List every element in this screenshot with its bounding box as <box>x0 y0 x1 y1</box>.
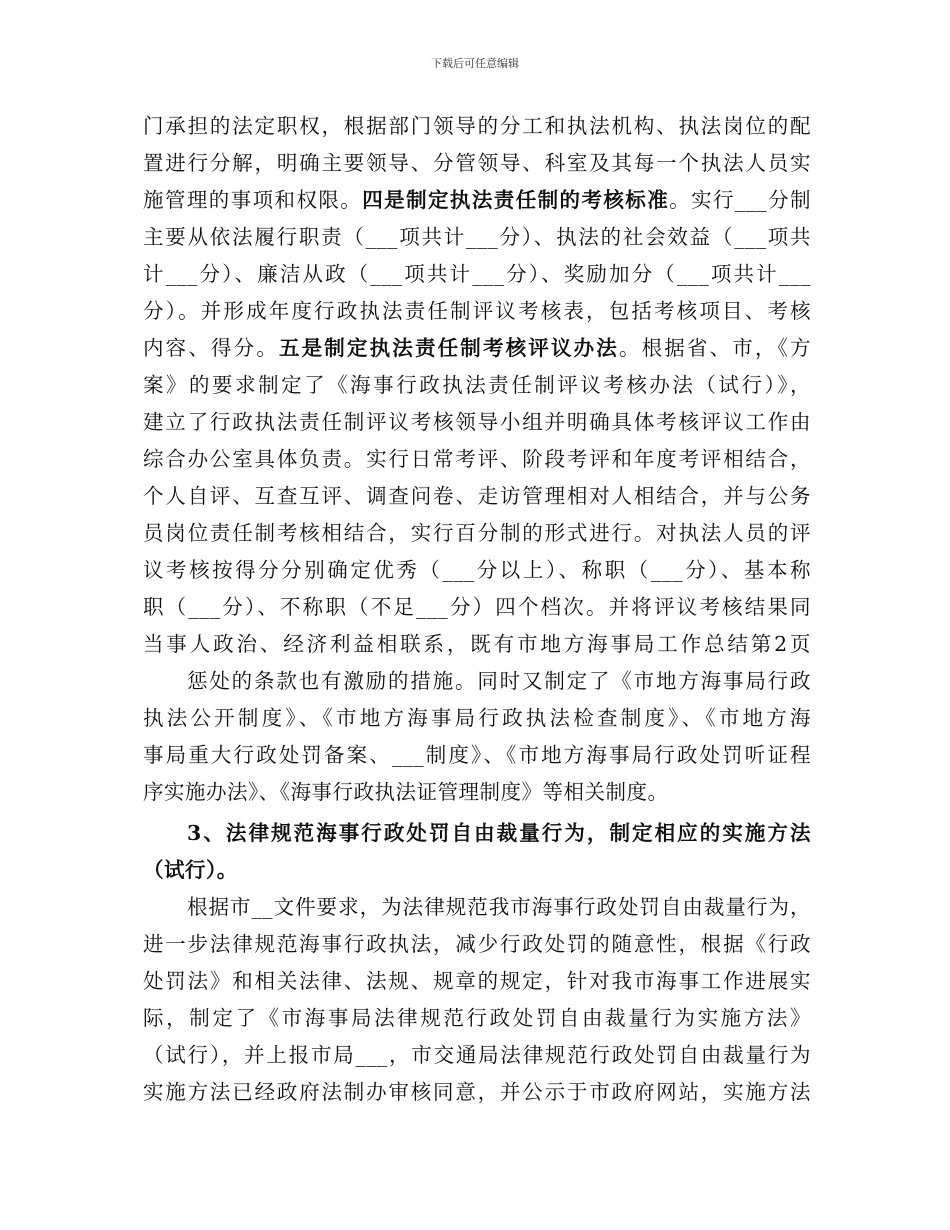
text-line: 实施方法已经政府法制办审核同意，并公示于市政府网站，实施方法 <box>143 1080 811 1104</box>
bold-heading: 四是制定执法责任制的考核标准 <box>362 188 670 212</box>
text-line: 员岗位责任制考核相结合，实行百分制的形式进行。对执法人员的评 <box>143 521 811 545</box>
text-line: （试行），并上报市局___，市交通局法律规范行政处罚自由裁量行为 <box>143 1043 811 1067</box>
text-line: 序实施办法》、《海事行政执法证管理制度》等相关制度。 <box>143 780 669 804</box>
text-span: 。实行___分制 <box>669 188 812 212</box>
text-line: 进一步法律规范海事行政执法，减少行政处罚的随意性，根据《行政 <box>143 932 811 956</box>
text-line <box>143 182 811 219</box>
text-line: 个人自评、互查互评、调查问卷、走访管理相对人相结合，并与公务 <box>143 484 811 508</box>
text-line: 案》的要求制定了《海事行政执法责任制评议考核办法（试行）》， <box>143 373 811 397</box>
text-line: 根据市__文件要求，为法律规范我市海事行政处罚自由裁量行为， <box>187 895 811 919</box>
text-line: 建立了行政执法责任制评议考核领导小组并明确具体考核评议工作由 <box>143 410 811 434</box>
text-line: 门承担的法定职权，根据部门领导的分工和执法机构、执法岗位的配 <box>143 114 811 138</box>
text-line: 主要从依法履行职责（___项共计___分）、执法的社会效益（___项共 <box>143 225 811 249</box>
page-header: 下载后可任意编辑 <box>431 57 519 70</box>
text-line: 际，制定了《市海事局法律规范行政处罚自由裁量行为实施方法》 <box>143 1006 811 1030</box>
text-line <box>143 330 811 367</box>
text-line: 综合办公室具体负责。实行日常考评、阶段考评和年度考评相结合， <box>143 447 811 471</box>
section-heading-cont: （试行）。 <box>143 858 238 882</box>
section-heading: 3、法律规范海事行政处罚自由裁量行为，制定相应的实施方法 <box>187 821 811 845</box>
text-span: 。根据省、市，《方 <box>618 336 812 360</box>
text-line: 处罚法》和相关法律、法规、规章的规定，针对我市海事工作进展实 <box>143 969 811 993</box>
text-span: 内容、得分。 <box>143 336 279 360</box>
text-line: 职（___分）、不称职（不足___分）四个档次。并将评议考核结果同 <box>143 595 811 619</box>
bold-heading: 五是制定执法责任制考核评议办法 <box>278 336 619 360</box>
text-line: 执法公开制度》、《市地方海事局行政执法检查制度》、《市地方海 <box>143 706 811 730</box>
text-span: 施管理的事项和权限。 <box>143 188 363 212</box>
text-line: 分）。并形成年度行政执法责任制评议考核表，包括考核项目、考核 <box>143 299 811 323</box>
text-line: 事局重大行政处罚备案、___制度》、《市地方海事局行政处罚听证程 <box>143 743 811 767</box>
text-line: 当事人政治、经济利益相联系，既有市地方海事局工作总结第2页 <box>143 632 811 656</box>
text-line: 计___分）、廉洁从政（___项共计___分）、奖励加分（___项共计___ <box>143 262 811 286</box>
text-line: 置进行分解，明确主要领导、分管领导、科室及其每一个执法人员实 <box>143 151 811 175</box>
document-body <box>143 108 811 1111</box>
text-line: 惩处的条款也有激励的措施。同时又制定了《市地方海事局行政 <box>187 669 811 693</box>
text-line: 议考核按得分分别确定优秀（___分以上）、称职（___分）、基本称 <box>143 558 811 582</box>
